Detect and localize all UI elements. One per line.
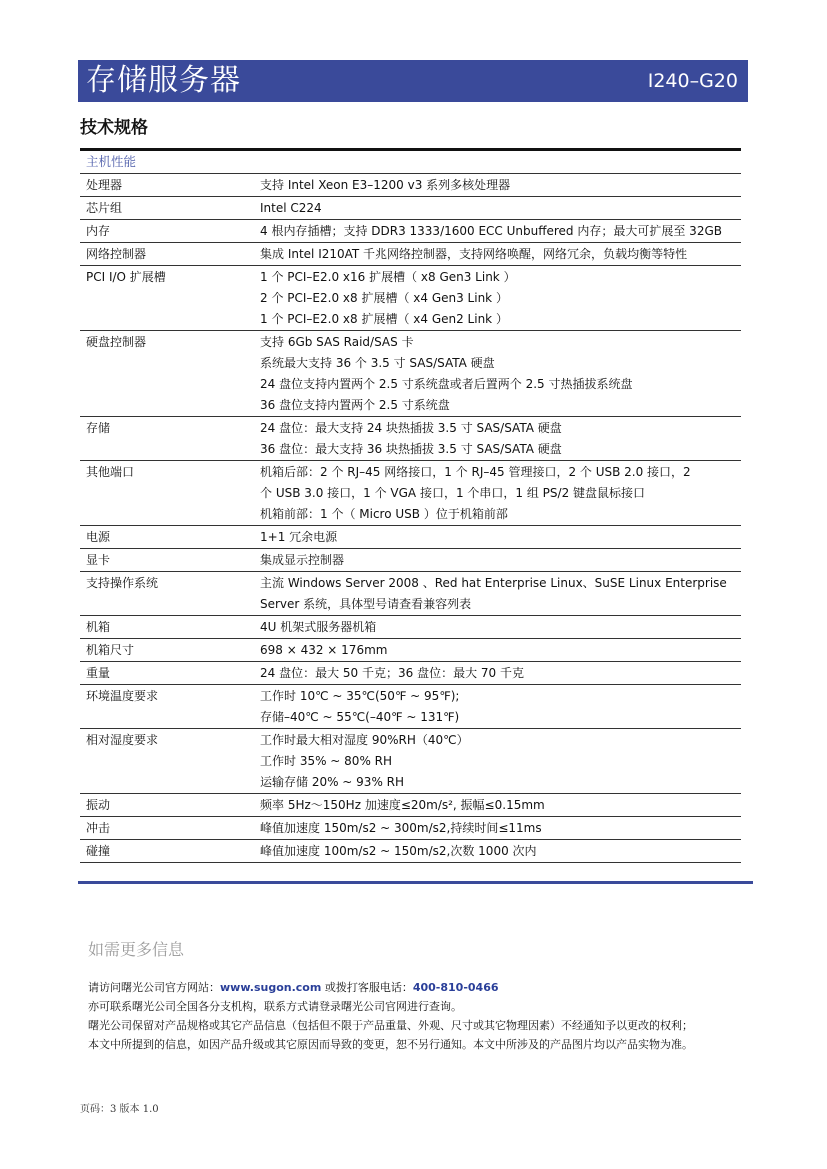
spec-value-line: 24 盘位：最大 50 千克；36 盘位：最大 70 千克 [260,666,524,680]
spec-table [80,148,741,863]
spec-row [80,549,741,572]
spec-value-line: 1 个 PCI–E2.0 x8 扩展槽（ x4 Gen2 Link ） [260,312,508,326]
spec-value-line: 2 个 PCI–E2.0 x8 扩展槽（ x4 Gen3 Link ） [260,291,508,305]
spec-value [260,266,741,330]
spec-label: 硬盘控制器 [86,335,147,349]
spec-value-line: 1 个 PCI–E2.0 x16 扩展槽（ x8 Gen3 Link ） [260,270,516,284]
spec-label: 冲击 [86,821,111,835]
spec-label: 相对湿度要求 [86,733,159,747]
spec-row [80,174,741,197]
spec-value [260,331,741,416]
spec-row [80,840,741,863]
spec-value-line: 支持 Intel Xeon E3–1200 v3 系列多核处理器 [260,178,511,192]
spec-label: 碰撞 [86,844,111,858]
spec-row [80,794,741,817]
spec-value [260,794,741,816]
website-link[interactable]: www.sugon.com [220,981,322,994]
spec-value [260,662,741,684]
phone-number: 400-810-0466 [412,981,499,994]
spec-value [260,243,741,265]
spec-label: 其他端口 [86,465,135,479]
spec-value-line: 工作时 35% ~ 80% RH [260,754,393,768]
spec-value-line: 峰值加速度 100m/s2 ~ 150m/s2,次数 1000 次内 [260,844,537,858]
spec-value-line: 24 盘位：最大支持 24 块热插拔 3.5 寸 SAS/SATA 硬盘 [260,421,562,435]
spec-value-line: 支持 6Gb SAS Raid/SAS 卡 [260,335,414,349]
spec-value [260,639,741,661]
spec-value-line: 36 盘位支持内置两个 2.5 寸系统盘 [260,398,450,412]
model-number: I240–G20 [647,70,738,92]
disclaimer-line-2: 本文中所提到的信息，如因产品升级或其它原因而导致的变更，恕不另行通知。本文中所涉及的产品图片均以产品实物为准。 [88,1038,693,1051]
spec-value-line: 698 × 432 × 176mm [260,643,388,657]
spec-value-line: 工作时最大相对湿度 90%RH（40℃） [260,733,469,747]
contact-info [88,978,758,1054]
spec-value [260,417,741,460]
spec-value-line: 36 盘位：最大支持 36 块热插拔 3.5 寸 SAS/SATA 硬盘 [260,442,562,456]
spec-row [80,526,741,549]
spec-value-line: 主流 Windows Server 2008 、Red hat Enterprise Linux、SuSE Linux Enterprise [260,576,727,590]
spec-value-line: 峰值加速度 150m/s2 ~ 300m/s2,持续时间≤11ms [260,821,542,835]
spec-row [80,220,741,243]
spec-value-line: 集成 Intel I210AT 千兆网络控制器，支持网络唤醒，网络冗余，负载均衡等特性 [260,247,688,261]
spec-value-line: 1+1 冗余电源 [260,530,338,544]
spec-row [80,616,741,639]
spec-row [80,243,741,266]
contact-mid: 或拨打客服电话： [321,981,413,994]
spec-value [260,461,741,525]
spec-value [260,174,741,196]
spec-label: 显卡 [86,553,111,567]
spec-label: 机箱 [86,620,111,634]
spec-row [80,729,741,794]
spec-row [80,817,741,840]
spec-row [80,266,741,331]
spec-value [260,817,741,839]
spec-label: 重量 [86,666,111,680]
spec-value-line: 机箱前部：1 个（ Micro USB ）位于机箱前部 [260,507,508,521]
spec-value-line: 频率 5Hz～150Hz 加速度≤20m/s², 振幅≤0.15mm [260,798,545,812]
spec-label: PCI I/O 扩展槽 [86,270,166,284]
spec-value [260,526,741,548]
contact-line-1 [88,978,758,997]
spec-value-line: 4U 机架式服务器机箱 [260,620,377,634]
spec-label: 环境温度要求 [86,689,159,703]
spec-row [80,197,741,220]
spec-label: 支持操作系统 [86,576,159,590]
spec-value [260,685,741,728]
spec-value [260,840,741,862]
spec-label: 芯片组 [86,201,123,215]
spec-row [80,639,741,662]
spec-row [80,417,741,461]
contact-line-2: 亦可联系曙光公司全国各分支机构，联系方式请登录曙光公司官网进行查询。 [88,1000,462,1013]
spec-label: 网络控制器 [86,247,147,261]
header-banner [78,60,748,102]
spec-label: 机箱尺寸 [86,643,135,657]
spec-value [260,572,741,615]
spec-value-line: 工作时 10℃ ~ 35℃(50℉ ~ 95℉); [260,689,460,703]
spec-value [260,220,741,242]
spec-label: 振动 [86,798,111,812]
more-info-heading: 如需更多信息 [88,940,185,959]
spec-value-line: Server 系统，具体型号请查看兼容列表 [260,597,472,611]
spec-group-label: 主机性能 [80,151,741,174]
spec-value-line: 24 盘位支持内置两个 2.5 寸系统盘或者后置两个 2.5 寸热插拔系统盘 [260,377,633,391]
page-title: 存储服务器 [86,63,241,98]
spec-value-line: 系统最大支持 36 个 3.5 寸 SAS/SATA 硬盘 [260,356,495,370]
disclaimer-line-1: 曙光公司保留对产品规格或其它产品信息（包括但不限于产品重量、外观、尺寸或其它物理因素）不经通知予以更改的权利； [88,1019,693,1032]
spec-value [260,729,741,793]
spec-value-line: Intel C224 [260,201,322,215]
spec-label: 处理器 [86,178,123,192]
bottom-divider [78,881,753,884]
spec-row [80,461,741,526]
spec-value-line: 运输存储 20% ~ 93% RH [260,775,405,789]
section-title: 技术规格 [80,118,148,138]
spec-value-line: 个 USB 3.0 接口，1 个 VGA 接口，1 个串口，1 组 PS/2 键盘鼠标接口 [260,486,646,500]
page-footer: 页码：3 版本 1.0 [80,1104,159,1115]
spec-value [260,616,741,638]
spec-value-line: 存储–40℃ ~ 55℃(–40℉ ~ 131℉) [260,710,460,724]
spec-value-line: 4 根内存插槽；支持 DDR3 1333/1600 ECC Unbuffered 内存；最大可扩展至 32GB [260,224,722,238]
spec-value-line: 机箱后部：2 个 RJ–45 网络接口，1 个 RJ–45 管理接口，2 个 USB 2.0 接口，2 [260,465,691,479]
spec-value [260,197,741,219]
spec-row [80,685,741,729]
spec-row [80,572,741,616]
spec-row [80,662,741,685]
spec-label: 电源 [86,530,111,544]
spec-label: 存储 [86,421,111,435]
contact-prefix: 请访问曙光公司官方网站： [88,981,220,994]
spec-row [80,331,741,417]
spec-label: 内存 [86,224,111,238]
spec-value [260,549,741,571]
spec-value-line: 集成显示控制器 [260,553,345,567]
